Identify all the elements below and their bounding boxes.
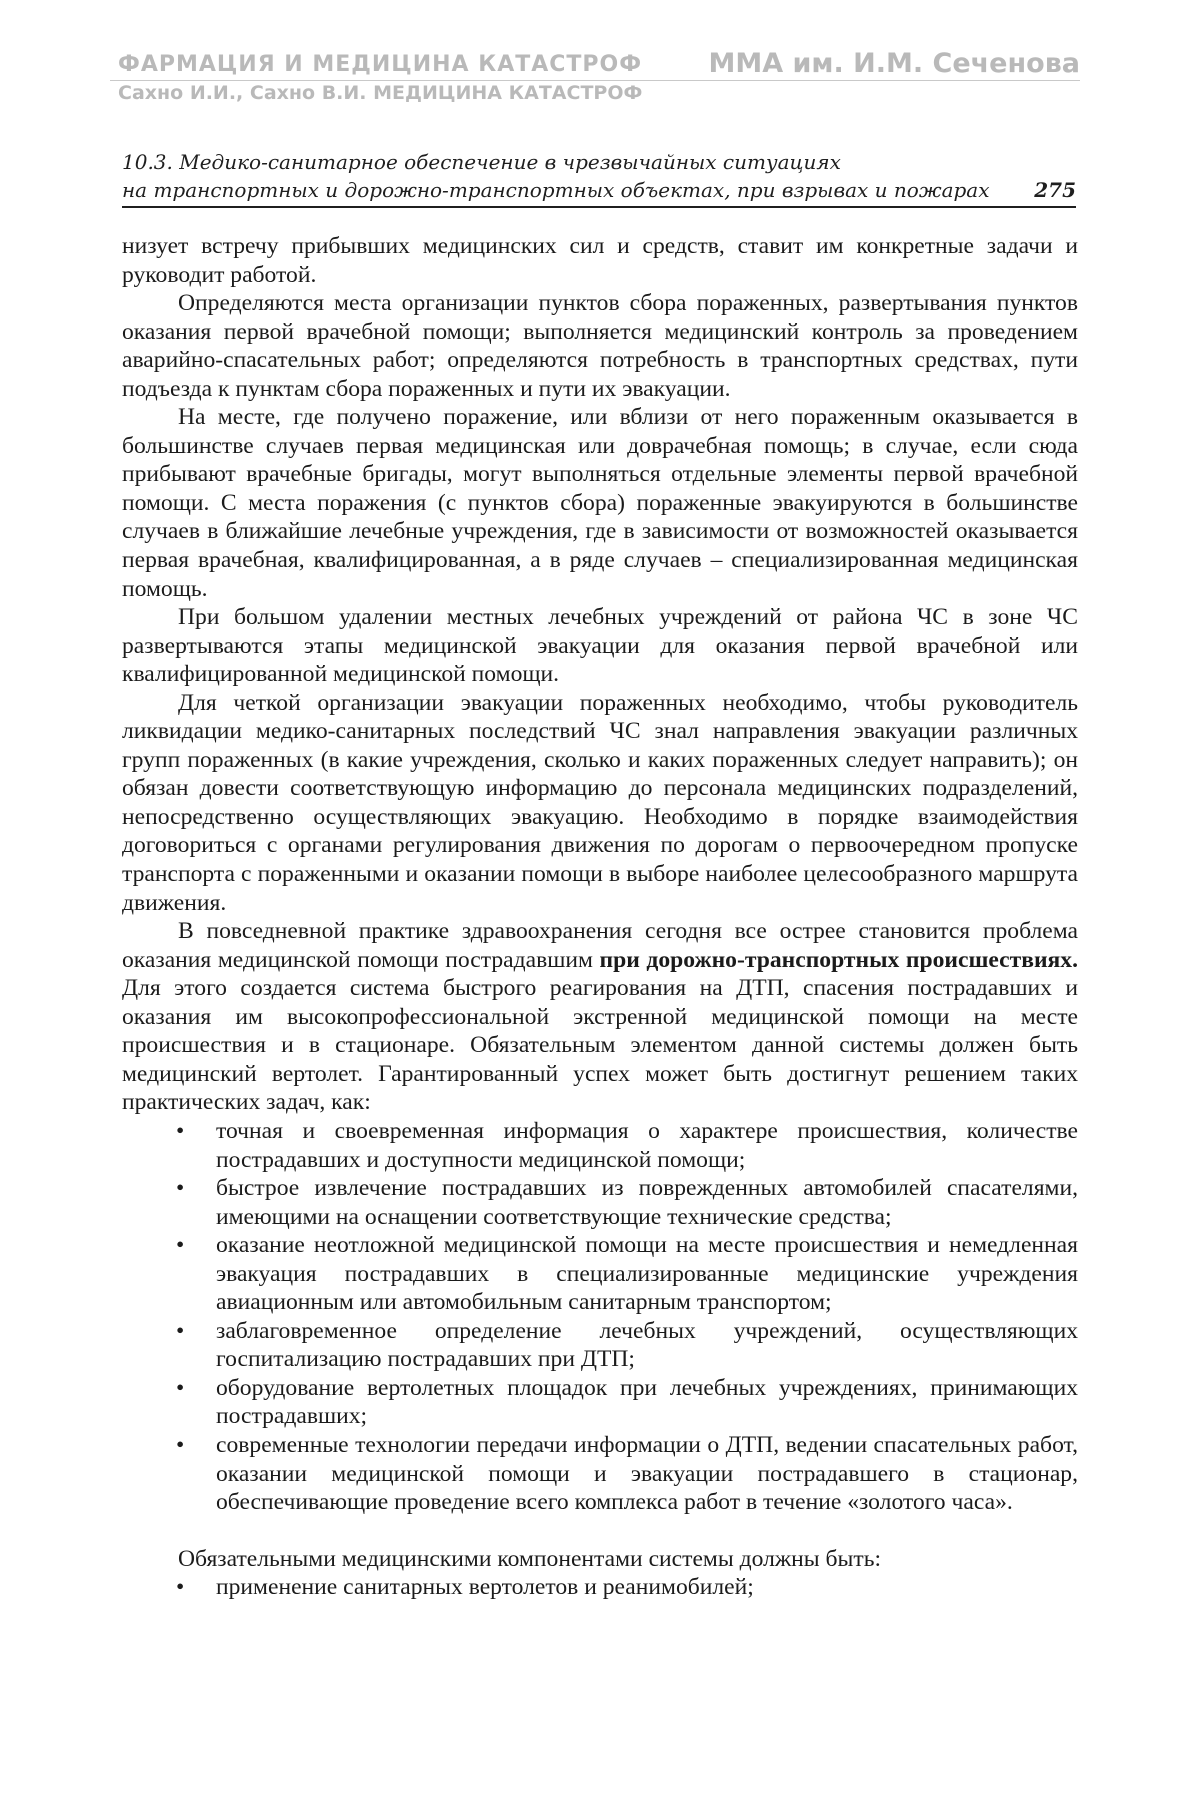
tasks-list [122,1117,1078,1517]
watermark-authors: Сахно И.И., Сахно В.И. МЕДИЦИНА КАТАСТРОФ [118,82,643,104]
watermark-right: ММА им. И.М. Сеченова [708,48,1080,79]
paragraph-continuation: низует встречу прибывших медицинских сил и средств, ставит им конкретные задачи и руководит работой. [122,233,1078,288]
paragraph: На месте, где получено поражение, или вблизи от него пораженным оказывается в большинстве случаев первая медицинская или доврачебная помощь; в случае, если сюда прибывают врачебные бригады, могут выполняться отдельные элементы первой врачебной помощи. С места поражения (с пунктов сбора) пораженные эвакуируются в большинстве случаев в ближайшие лечебные учреждения, где в зависимости от возможностей оказывается первая врачебная, квалифицированная, а в ряде случаев – специализированная медицинская помощь. [122,404,1078,602]
paragraph: Определяются места организации пунктов сбора пораженных, развертывания пунктов оказания первой врачебной помощи; выполняется медицинский контроль за проведением аварийно-спасательных работ; определяются потребность в транспортных средствах, пути подъезда к пунктам сбора пораженных и пути их эвакуации. [122,290,1078,402]
running-header [122,148,1076,208]
page-number: 275 [1034,178,1076,202]
list-item: • применение санитарных вертолетов и реанимобилей; [122,1573,1078,1602]
paragraph: Для четкой организации эвакуации пораженных необходимо, чтобы руководитель ликвидации медико-санитарных последствий ЧС знал направления эвакуации различных групп пораженных (в какие учреждения, сколько и каких пораженных следует направить); он обязан довести соответствующую информацию до персонала медицинских подразделений, непосредственно осуществляющих эвакуацию. Необходимо в порядке взаимодействия договориться с органами регулирования движения по дорогам о первоочередном пропуске транспорта с пораженными и оказании помощи в выборе наиболее целесообразного маршрута движения. [122,689,1078,916]
running-header-line1: 10.3. Медико-санитарное обеспечение в чрезвычайных ситуациях [122,150,841,174]
paragraph: При большом удалении местных лечебных учреждений от района ЧС в зоне ЧС развертываются этапы медицинской эвакуации для оказания первой врачебной или квалифицированной медицинской помощи. [122,604,1078,688]
watermark-header [110,50,1080,81]
list-item: • оказание неотложной медицинской помощи на месте происшествия и немедленная эвакуация пострадавших в специализированные медицинские учреждения авиационным или автомобильным санитарным транспортом; [122,1231,1078,1317]
paragraph-dtp: В повседневной практике здравоохранения сегодня все острее становится проблема оказания медицинской помощи пострадавшим при дорожно-транспортных происшествиях. Для этого создается система быстрого реагирования на ДТП, спасения пострадавших и оказания им высокопрофессиональной экстренной медицинской помощи на месте происшествия и в стационаре. Обязательным элементом данной системы должен быть медицинский вертолет. Гарантированный успех может быть достигнут решением таких практических задач, как: [122,918,1078,1116]
components-list [122,1573,1078,1602]
bold-phrase: при дорожно-транспортных происшествиях. [599,946,1078,973]
body-text [122,232,1078,1602]
list-item: • современные технологии передачи информации о ДТП, ведении спасательных работ, оказании медицинской помощи и эвакуации пострадавшего в стационар, обеспечивающие проведение всего комплекса работ в течение «золотого часа». [122,1431,1078,1517]
running-header-line2: на транспортных и дорожно-транспортных объектах, при взрывах и пожарах [122,178,990,202]
list-item: • заблаговременное определение лечебных учреждений, осуществляющих госпитализацию пострадавших при ДТП; [122,1317,1078,1374]
list-item: • точная и своевременная информация о характере происшествия, количестве пострадавших и доступности медицинской помощи; [122,1117,1078,1174]
paragraph: Обязательными медицинскими компонентами системы должны быть: [178,1545,882,1572]
watermark-left: ФАРМАЦИЯ И МЕДИЦИНА КАТАСТРОФ [118,52,643,77]
list-item: • оборудование вертолетных площадок при лечебных учреждениях, принимающих пострадавших; [122,1374,1078,1431]
list-item: • быстрое извлечение пострадавших из поврежденных автомобилей спасателями, имеющими на оснащении соответствующие технические средства; [122,1174,1078,1231]
